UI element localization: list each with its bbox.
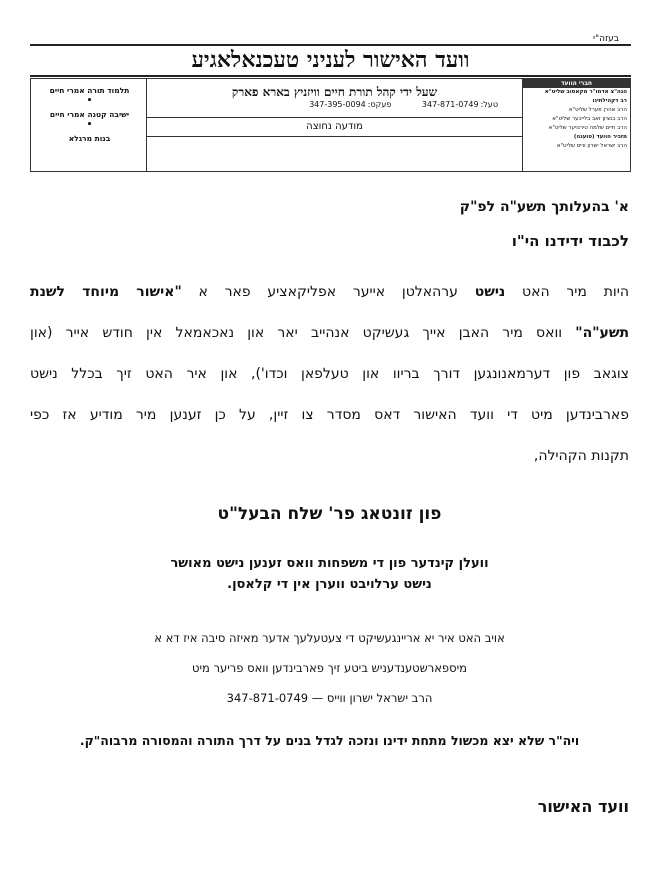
contact-instructions bbox=[30, 623, 629, 713]
signature: וועד האישור bbox=[537, 797, 629, 816]
consequence-notice bbox=[30, 553, 629, 595]
letterhead-box bbox=[30, 78, 631, 172]
body-l2-b: וואס מיר האבן אייך געשיקט אנהייב יאר און נאכאמאל אין חודש אייר (און bbox=[30, 325, 563, 341]
effective-date-heading: פון זונטאג פר' שלח הבעל"ט bbox=[217, 504, 442, 524]
committee-member: הרב בנציון זאב בלייכער שליט"א bbox=[552, 116, 627, 122]
consequence-line-2: נישט ערלויבט ווערן אין די קלאסן. bbox=[227, 577, 432, 592]
body-l1-d: "אישור מיוחד לשנת bbox=[30, 284, 182, 300]
committee-member: מזכיר הוועד (טוענה) bbox=[573, 134, 627, 140]
fax-label: פעקס: bbox=[367, 100, 392, 109]
bezras-hashem-mark: בעזה"י bbox=[593, 34, 619, 44]
committee-member: הרב ישראל ישרון ווייס שליט"א bbox=[556, 143, 627, 149]
committee-member: הרב אהרן פערל שליט"א bbox=[568, 107, 627, 113]
fax-number: 347-395-0094 bbox=[309, 100, 366, 109]
fax-info bbox=[309, 100, 391, 109]
congregation-name: שעל ידי קהל תורת חיים וויזניץ בארא פארק bbox=[231, 85, 438, 99]
body-line-1 bbox=[30, 272, 629, 313]
info-line-1: אויב האט איר יא אריינגעשיקט די צעטעלעך אדער מאיזה סיבה איז דא א bbox=[154, 631, 505, 645]
letter-date: א' בהעלותך תשע"ה לפ"ק bbox=[459, 199, 629, 215]
committee-header: חברי הוועד bbox=[523, 79, 630, 88]
body-line-3: צוגאב פון דערמאנונגען דורך בריוו און טעלפאן וכדו'), און איר האט זיך בכלל נישט bbox=[30, 366, 629, 382]
title-rule bbox=[30, 75, 631, 77]
tel-number: 347-871-0749 bbox=[421, 100, 479, 109]
contact-numbers bbox=[147, 99, 522, 110]
body-l1-b: נישט bbox=[474, 284, 506, 300]
body-line-5: תקנות הקהילה, bbox=[533, 448, 629, 464]
page-title: וועד האישור לעניני טעכנאלאגיע bbox=[191, 47, 470, 73]
info-line-3: הרב ישראל ישרון ווייס — 347-871-0749 bbox=[226, 691, 433, 705]
institution-yeshiva: ישיבה קטנה אמרי חיים bbox=[49, 110, 130, 119]
body-l2-a: תשע"ה" bbox=[575, 325, 630, 341]
committee-member: רב דקהילתינו bbox=[592, 98, 627, 104]
body-l1-a: היות מיר האט bbox=[522, 284, 629, 300]
congregation-panel bbox=[146, 79, 522, 171]
institution-talmud-torah: תלמוד תורה אמרי חיים bbox=[49, 86, 130, 95]
institutions-panel bbox=[31, 79, 148, 171]
closing-blessing: ויה"ר שלא יצא מכשול מתחת ידינו ונזכה לגדל בנים על דרך התורה והמסורה מרבוה"ק. bbox=[79, 733, 580, 748]
body-line-4: פארבינדען מיט די וועד האישור דאס מסדר צו זיין, על כן זענען מיר מודיע אז כפי bbox=[30, 407, 629, 423]
committee-member: הגה"צ אדמו"ר מקאסוב שליט"א bbox=[544, 89, 627, 95]
committee-member-list bbox=[523, 88, 630, 151]
greeting: לכבוד ידידנו הי"ו bbox=[511, 232, 629, 250]
bullet-1: • bbox=[86, 96, 93, 106]
tel-label: טעל: bbox=[480, 100, 498, 109]
institution-bnos: בנות מרגלא bbox=[68, 134, 111, 143]
bullet-2: • bbox=[86, 120, 93, 130]
body-l1-c: ערהאלטן אייער אפליקאציע פאר א bbox=[198, 284, 458, 300]
consequence-line-1: וועלן קינדער פון די משפחות וואס זענען נישט מאושר bbox=[170, 556, 489, 571]
notice-label: מודעה נחוצה bbox=[147, 117, 522, 137]
info-line-2: מיספארשטענדעניש ביטע זיך פארבינדען וואס פריער מיט bbox=[192, 661, 467, 675]
tel-info bbox=[422, 100, 498, 109]
body-line-2 bbox=[30, 313, 629, 354]
committee-members-panel bbox=[522, 79, 630, 171]
committee-member: הרב חיים שלמה טירנויער שליט"א bbox=[548, 125, 627, 131]
body-paragraph bbox=[30, 272, 629, 477]
